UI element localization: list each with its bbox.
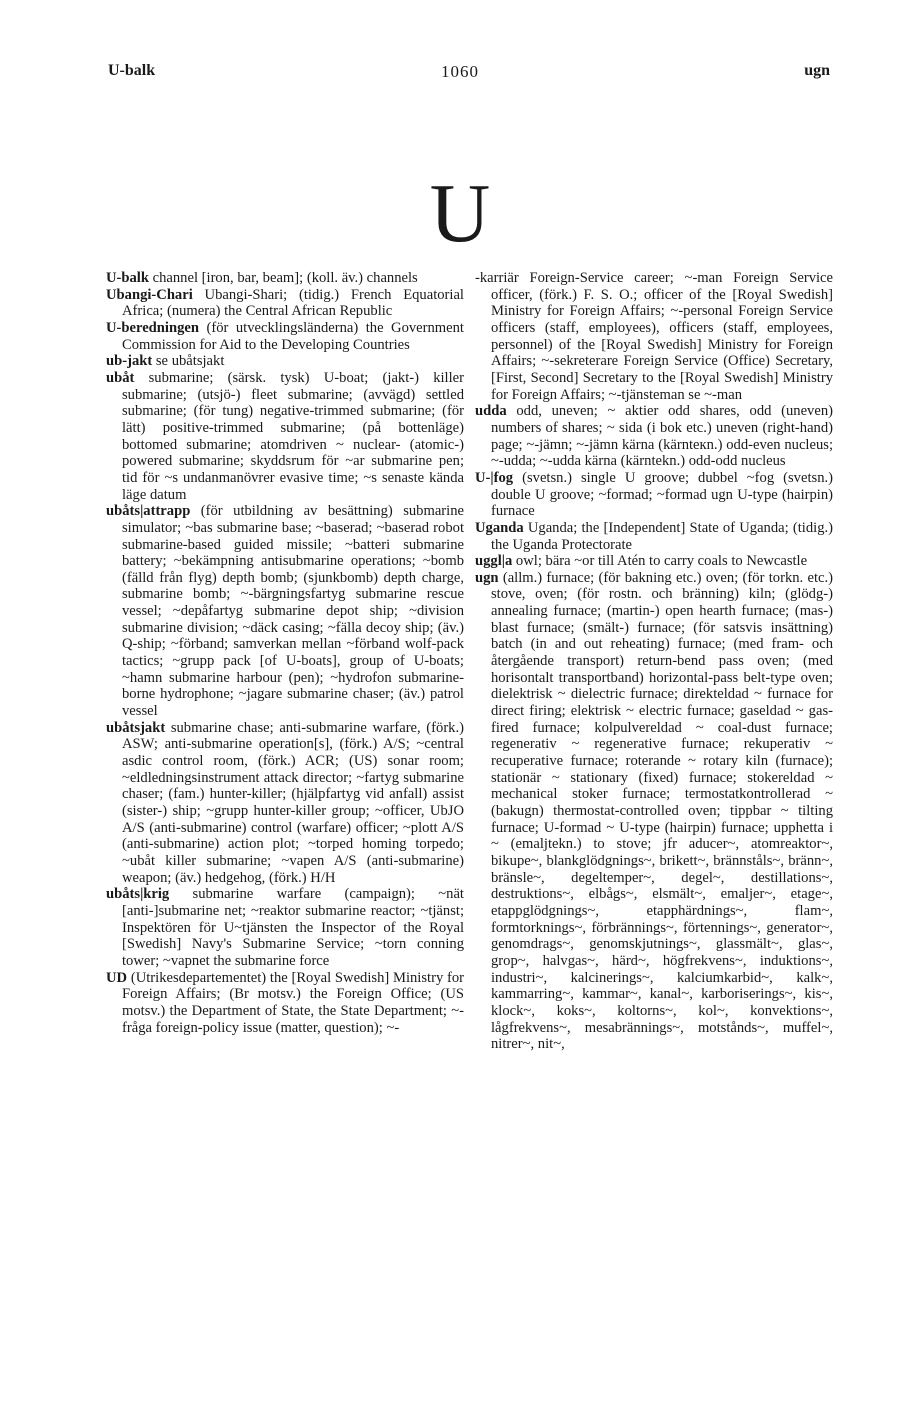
- entry-body: channel [iron, bar, beam]; (koll. äv.) channels: [148, 270, 418, 286]
- dictionary-entry: [475, 570, 833, 1053]
- entry-body: submarine warfare (campaign); ~nät [anti-]submarine net; ~reaktor submarine reactor; ~tjänst; Inspektören för U~tjänsten the Inspector of the Royal [Swedish] Navy's Submarine Service; ~torn conning tower; ~vapnet the submarine force: [122, 886, 464, 969]
- entry-body: submarine chase; anti-submarine warfare, (förk.) ASW; anti-submarine operation[s], (förk.) A/S; ~central asdic control room, (förk.) ACR; (US) sonar room; ~eldledningsinstrument attack director; ~fartyg submarine chaser; (fam.) hunter-killer; (hjälpfartyg vid anfall) assist (sister-) ship; ~grupp hunter-killer group; ~officer, UbJO A/S (anti-submarine) control (warfare) officer; ~plott A/S (anti-submarine) action plot; ~torped homing torpedo; ~ubåt killer submarine; ~vapen A/S (anti-submarine) weapon; (äv.) hedgehog, (förk.) H/H: [122, 719, 464, 886]
- dictionary-entry: [106, 270, 464, 287]
- entry-headword: ubåtsjakt: [106, 719, 166, 736]
- entry-body: odd, uneven; ~ aktier odd shares, odd (uneven) numbers of shares; ~ sida (i bok etc.) uneven (right-hand) page; ~-jämn; ~-jämn kärna (kärnteкn.) odd-even nucleus; ~-udda; ~-udda kärna (kärntekn.) odd-odd nucleus: [491, 403, 833, 470]
- entry-headword: ubåt: [106, 369, 135, 386]
- entry-body: owl; bära ~or till Atén to carry coals to Newcastle: [512, 553, 808, 570]
- dictionary-entry: [475, 270, 833, 403]
- entry-headword: ubåts|attrapp: [106, 503, 191, 520]
- entry-body: -karriär Foreign-Service career; ~-man Foreign Service officer, (förk.) F. S. O.; officer of the [Royal Swedish] Ministry for Foreign Affairs; ~-personal Foreign Service officers (staff, employees), officers (staff, employees, personnel) of the [Royal Swedish] Ministry for Foreign Affairs; ~-sekreterare Foreign Service (Office) Secretary, [First, Second] Secretary to the [Royal Swedish] Ministry for Foreign Affairs; ~-tjänsteman se ~-man: [475, 270, 833, 403]
- section-letter: U: [429, 167, 491, 260]
- entry-headword: U-balk: [106, 270, 149, 286]
- entry-headword: ub-jakt: [106, 353, 153, 370]
- entry-headword: UD: [106, 969, 128, 986]
- entry-body: Ubangi-Shari; (tidig.) French Equatorial Africa; (numera) the Central African Republic: [122, 286, 464, 320]
- dictionary-entry: [106, 370, 464, 503]
- entry-body: (Utrikesdepartementet) the [Royal Swedish] Ministry for Foreign Affairs; (Br motsv.) the Foreign Office; (US motsv.) the Department of State, the State Department; ~-fråga foreign-policy issue (matter, question); ~-: [122, 969, 464, 1036]
- entry-headword: uggl|a: [475, 553, 513, 570]
- entry-body: Uganda; the [Independent] State of Uganda; (tidig.) the Uganda Protectorate: [491, 519, 833, 553]
- dictionary-entry: [106, 886, 464, 969]
- dictionary-entry: [106, 320, 464, 353]
- entry-body: (svetsn.) single U groove; dubbel ~fog (svetsn.) double U groove; ~formad; ~formad ugn U-type (hairpin) furnace: [491, 469, 833, 520]
- entry-headword: ubåts|krig: [106, 886, 170, 903]
- right-column: [475, 270, 833, 1053]
- dictionary-entry: [106, 503, 464, 720]
- entry-headword: Uganda: [475, 519, 524, 536]
- dictionary-entry: [106, 287, 464, 320]
- guide-word-left: U-balk: [108, 62, 156, 79]
- entry-headword: udda: [475, 403, 507, 420]
- entry-headword: ugn: [475, 569, 499, 586]
- dictionary-entry: [475, 553, 833, 570]
- entry-headword: Ubangi-Chari: [106, 286, 193, 303]
- guide-word-right: ugn: [804, 62, 830, 79]
- dictionary-entry: [475, 520, 833, 553]
- dictionary-entry: [475, 470, 833, 520]
- dictionary-entry: [106, 720, 464, 887]
- dictionary-entry: [106, 353, 464, 370]
- entry-body: (för utbildning av besättning) submarine simulator; ~bas submarine base; ~baserad; ~baserad robot submarine-based guided missile; ~batteri submarine battery; ~bekämpning antisubmarine operations; ~bomb (fälld från flyg) depth bomb; (sjunkbomb) depth charge, submarine bomb; ~-bärgningsfartyg submarine rescue vessel; ~depåfartyg submarine depot ship; ~division submarine division; ~däck casing; ~fälla decoy ship; (äv.) Q-ship; ~förband; samverkan mellan ~förband wolf-pack tactics; ~grupp pack [of U-boats], group of U-boats; ~hamn submarine harbour (pen); ~hydrofon submarine-borne hydrophone; ~jagare submarine chaser; (äv.) patrol vessel: [122, 503, 464, 720]
- left-column: [106, 270, 464, 1036]
- entry-body: (för utvecklingsländerna) the Government Commission for Aid to the Developing Countries: [122, 319, 464, 353]
- dictionary-entry: [106, 970, 464, 1037]
- dictionary-entry: [475, 403, 833, 470]
- entry-body: submarine; (särsk. tysk) U-boat; (jakt-) killer submarine; (utsjö-) fleet submarine; (avvägd) settled submarine; (för tung) negative-trimmed submarine; (för lätt) positive-trimmed submarine; (på bottenläge) bottomed submarine; atomdriven ~ nuclear- (atomic-) powered submarine; skyddsrum för ~ar submarine pen; tid för ~s undanmanövrer evasive time; ~s senaste kända läge datum: [122, 369, 464, 503]
- entry-headword: U-beredningen: [106, 319, 199, 336]
- entry-body: (allm.) furnace; (för bakning etc.) oven; (för torkn. etc.) stove, oven; (för rostn. och bränning) kiln; (glödg-) annealing furnace; (martin-) open hearth furnace; (mas-) blast furnace; (smält-) furnace; (för satsvis insättning) batch (in and out reheating) furnace; (med fram- och återgående transport) return-bend pass oven; (med horisontalt transportband) horizontal-pass belt-type oven; dielektrisk ~ dielectric furnace; direkteldad ~ furnace for direct firing; elektrisk ~ electric furnace; gaseldad ~ gas-fired furnace; kolpulvereldad ~ coal-dust furnace; regenerativ ~ regenerative furnace; rekuperativ ~ recuperative furnace; roterande ~ rotary kiln (furnace); stationär ~ stationary (fixed) furnace; stokereldad ~ mechanical stoker furnace; termostatkontrollerad ~ (bakugn) thermostat-controlled oven; tippbar ~ tilting furnace; U-formad ~ U-type (hairpin) furnace; upphetta i ~ (emaljtekn.) to stove; jfr aducer~, atomreaktor~, bikupe~, blankglödgnings~, brikett~, brännståls~, bränn~, bränsle~, degeltemper~, degel~, destillations~, destruktions~, elbågs~, elsmält~, emaljer~, etage~, etappglödgnings~, etapphärdnings~, flam~, formtorknings~, förbrännings~, förtennings~, generator~, genomdrags~, genomskjutnings~, glassmält~, glas~, grop~, halvgas~, härd~, högfrekvens~, induktions~, industri~, kalcinerings~, kalciumkarbid~, kalk~, kammarring~, kammar~, kanal~, karboriserings~, kis~, klock~, koks~, koltorns~, kol~, konvektions~, lågfrekvens~, mesabrännings~, motstånds~, muffel~, nitrer~, nit~,: [491, 569, 833, 1053]
- entry-body: se ubåtsjakt: [152, 353, 225, 370]
- entry-headword: U-|fog: [475, 469, 514, 486]
- page-number: 1060: [441, 62, 479, 81]
